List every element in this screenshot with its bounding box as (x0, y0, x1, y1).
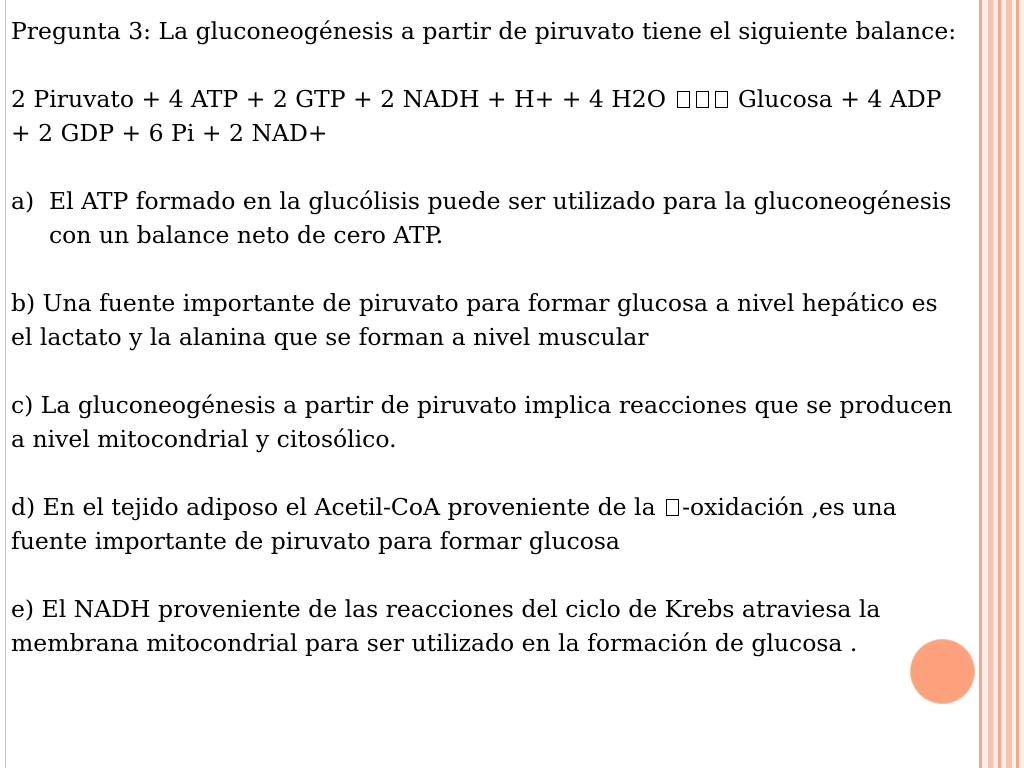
option-a-text: El ATP formado en la glucólisis puede ser utilizado para la gluconeogénesis con un balance neto de cero ATP. (49, 187, 952, 249)
equation-left: 2 Piruvato + 4 ATP + 2 GTP + 2 NADH + H+ + 4 H2O (11, 85, 667, 113)
option-d-text-after: -oxidación ,es una fuente importante de piruvato para formar glucosa (11, 493, 897, 555)
right-border-stripe (998, 0, 1001, 768)
right-border-stripe (979, 0, 982, 768)
right-border-stripe (1016, 0, 1019, 768)
option-d (11, 490, 966, 558)
equation-right: Glucosa + 4 ADP + 2 GDP + 6 Pi + 2 NAD+ (11, 85, 942, 147)
missing-glyph-icon (715, 91, 728, 108)
option-d-text-before: d) En el tejido adiposo el Acetil-CoA proveniente de la (11, 493, 656, 521)
reaction-equation (11, 82, 966, 150)
question-title: Pregunta 3: La gluconeogénesis a partir de piruvato tiene el siguiente balance: (11, 17, 957, 45)
slide-body (11, 14, 966, 660)
missing-glyph-icon (696, 91, 709, 108)
right-border-stripe (1006, 0, 1012, 768)
option-a (11, 184, 966, 252)
option-a-marker: a) (11, 187, 35, 215)
option-e: e) El NADH proveniente de las reacciones del ciclo de Krebs atraviesa la membrana mitocondrial para ser utilizado en la formación de glucosa . (11, 595, 881, 657)
missing-beta-glyph-icon (666, 499, 679, 516)
option-c: c) La gluconeogénesis a partir de piruvato implica reacciones que se producen a nivel mitocondrial y citosólico. (11, 391, 953, 453)
missing-glyph-icon (677, 91, 690, 108)
left-border-line (5, 0, 6, 768)
arrow-placeholder-glyphs (674, 85, 731, 113)
right-border-stripe (988, 0, 993, 768)
option-b: b) Una fuente importante de piruvato para formar glucosa a nivel hepático es el lactato y la alanina que se forman a nivel muscular (11, 289, 938, 351)
